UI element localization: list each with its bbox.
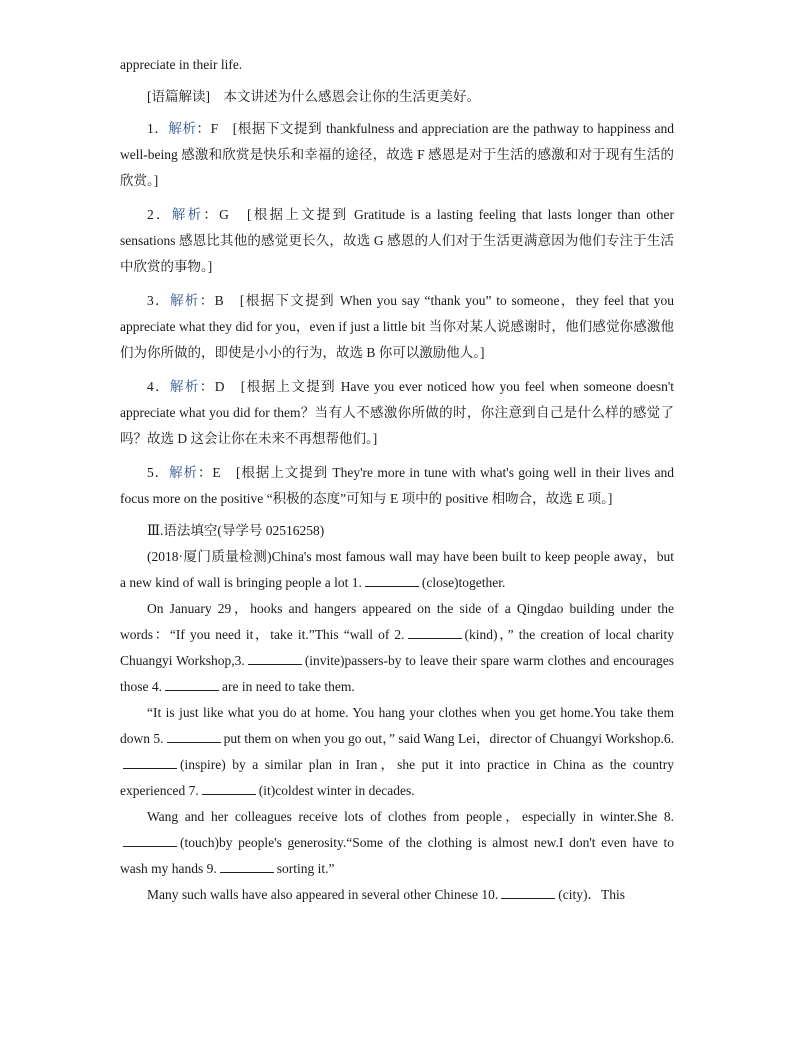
passage-text: (kind)，” the creation of local charity Chuangyi Workshop,3. (120, 627, 674, 668)
answer-1 (120, 116, 674, 194)
passage-text: (touch)by people's generosity.“Some of the clothing is almost new.I don't even have to wash my hands 9. (120, 835, 674, 876)
passage-text: “It is just like what you do at home. You hang your clothes when you get home.You take them down 5. (120, 705, 674, 746)
answer-label: 解析 (170, 379, 200, 394)
text-line: appreciate in their life. (120, 57, 243, 72)
fill-blank-5[interactable] (167, 728, 221, 743)
answer-5 (120, 460, 674, 512)
passage-paragraph-2 (120, 596, 674, 700)
fill-blank-8[interactable] (123, 832, 177, 847)
answer-3 (120, 288, 674, 366)
passage-text: (2018·厦门质量检测)China's most famous wall may have been built to keep people away，but a new kind of wall is bringing people a lot 1. (120, 549, 674, 590)
passage-paragraph-4 (120, 804, 674, 882)
answer-text: ：D [根据上文提到 Have you ever noticed how you feel when someone doesn't appreciate what you did for them？当有人不感激你所做的时，你注意到自己是什么样的感觉了吗？故选 D 这会让你在未来不再想帮他们。] (120, 379, 675, 446)
fill-blank-10[interactable] (501, 884, 555, 899)
passage-text: put them on when you go out，” said Wang Lei，director of Chuangyi Workshop.6. (223, 731, 674, 746)
fill-blank-1[interactable] (365, 572, 419, 587)
answer-text: ：E [根据上文提到 They're more in tune with what's going well in their lives and focus more on the positive “积极的态度”可知与 E 项中的 positive 相吻合，故选 E 项。] (120, 465, 675, 506)
passage-text: (city)．This (558, 887, 626, 902)
answer-label: 解析 (169, 465, 198, 480)
passage-text: (invite)passers-by to leave their spare warm clothes and encourages those 4. (120, 653, 675, 694)
passage-text: (inspire) by a similar plan in Iran，she put it into practice in China as the country experienced 7. (120, 757, 674, 798)
document-page (120, 52, 674, 908)
answer-number: 3． (147, 293, 171, 308)
answer-label: 解析 (168, 121, 197, 136)
passage-text: Many such walls have also appeared in several other Chinese 10. (147, 887, 499, 902)
answer-label: 解析 (171, 207, 204, 222)
fill-blank-3[interactable] (248, 650, 302, 665)
passage-paragraph-5 (120, 882, 674, 908)
passage-text: are in need to take them. (222, 679, 355, 694)
answer-number: 4． (147, 379, 171, 394)
fill-blank-2[interactable] (408, 624, 462, 639)
passage-text: (it)coldest winter in decades. (258, 783, 415, 798)
answer-number: 2． (147, 207, 172, 222)
answer-number: 5． (147, 465, 170, 480)
passage-text: (close)together. (421, 575, 506, 590)
passage-text: Wang and her colleagues receive lots of clothes from people，especially in winter.She 8. (147, 809, 674, 824)
answer-2 (120, 202, 674, 280)
section-heading: Ⅲ.语法填空(导学号 02516258) (147, 523, 325, 538)
summary-line: [语篇解读] 本文讲述为什么感恩会让你的生活更美好。 (147, 89, 480, 104)
answer-text: ：F [根据下文提到 thankfulness and appreciation are the pathway to happiness and well-being 感激和欣赏是快乐和幸福的途径，故选 F 感恩是对于生活的感激和对于现有生活的欣赏。] (120, 121, 675, 188)
answer-label: 解析 (170, 293, 200, 308)
answer-4 (120, 374, 674, 452)
fill-blank-6[interactable] (123, 754, 177, 769)
answer-text: ：G [根据上文提到 Gratitude is a lasting feeling that lasts longer than other sensations 感恩比其他的感觉更长久，故选 G 感恩的人们对于生活更满意因为他们专注于生活中欣赏的事物。] (120, 207, 675, 274)
passage-text: sorting it.” (276, 861, 335, 876)
passage-text: On January 29，hooks and hangers appeared on the side of a Qingdao building under the words：“If you need it，take it.”This “wall of 2. (120, 601, 674, 642)
passage-paragraph-1 (120, 544, 674, 596)
fill-blank-4[interactable] (165, 676, 219, 691)
answer-number: 1． (147, 121, 169, 136)
passage-paragraph-3 (120, 700, 674, 804)
fill-blank-7[interactable] (202, 780, 256, 795)
fill-blank-9[interactable] (220, 858, 274, 873)
answer-text: ：B [根据下文提到 When you say “thank you” to someone，they feel that you appreciate what they did for you，even if just a little bit 当你对某人说感谢时，他们感觉你感激他们为你所做的，即使是小小的行为，故选 B 你可以激励他人。] (120, 293, 675, 360)
